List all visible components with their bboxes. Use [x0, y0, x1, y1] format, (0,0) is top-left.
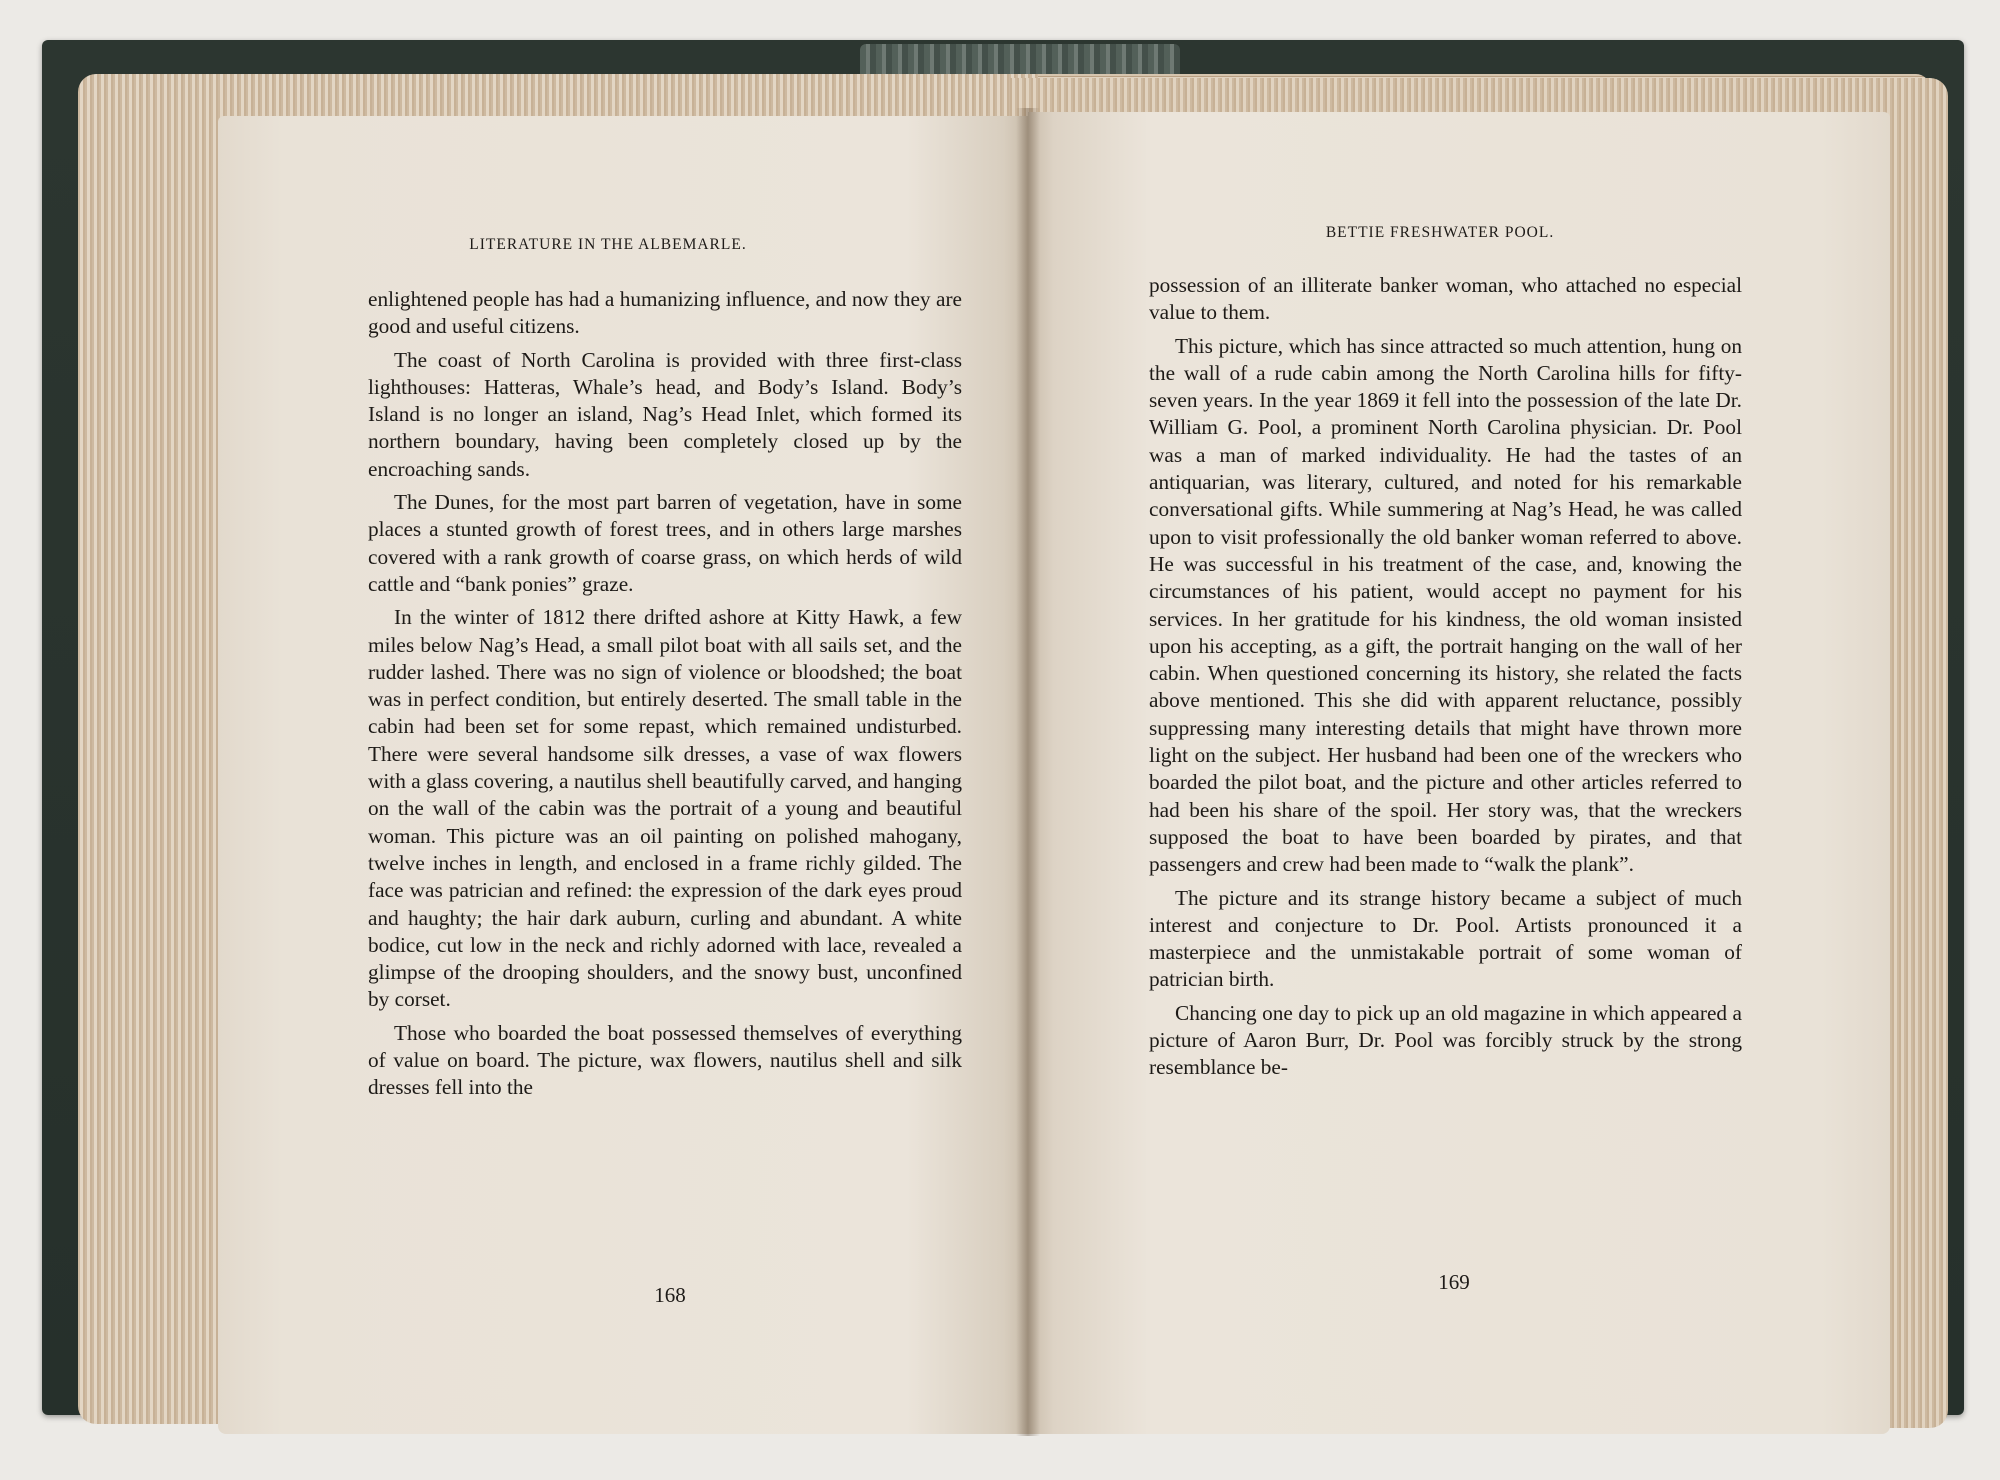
right-page-number: 169 [1438, 1270, 1470, 1294]
paragraph: Chancing one day to pick up an old magazine in which appeared a picture of Aaron Burr, Dr. Pool was forcibly struck by the strong resemblance be- [1149, 1000, 1742, 1080]
paragraph: This picture, which has since attracted so much attention, hung on the wall of a rude cabin among the North Carolina hills for fifty-seven years. In the year 1869 it fell into the possession of the late Dr. William G. Pool, a prominent North Carolina physician. Dr. Pool was a man of marked individuality. He had the tastes of an antiquarian, was literary, cultured, and noted for his remarkable conversational gifts. While summering at Nag’s Head, he was called upon to visit professionally the old banker woman referred to above. He was successful in his treatment of the case, and, knowing the circumstances of his patient, would accept no payment for his services. In her gratitude for his kindness, the old woman insisted upon his accepting, as a gift, the portrait hanging on the wall of her cabin. When questioned concerning its history, she related the facts above mentioned. This she did with apparent reluctance, possibly suppressing many interesting details that might have thrown more light on the subject. Her husband had been one of the wreckers who boarded the pilot boat, and the picture and other articles referred to had been his share of the spoil. Her story was, that the wreckers supposed the boat to have been boarded by pirates, and that passengers and crew had been made to “walk the plank”. [1149, 333, 1742, 877]
left-running-head: LITERATURE IN THE ALBEMARLE. [469, 236, 747, 253]
paragraph: In the winter of 1812 there drifted ashore at Kitty Hawk, a few miles below Nag’s Head, a small pilot boat with all sails set, and the rudder lashed. There was no sign of violence or bloodshed; the boat was in perfect condition, but entirely deserted. The small table in the cabin had been set for some repast, which remained undisturbed. There were several handsome silk dresses, a vase of wax flowers with a glass covering, a nautilus shell beautifully carved, and hanging on the wall of the cabin was the portrait of a young and beautiful woman. This picture was an oil painting on polished mahogany, twelve inches in length, and enclosed in a frame richly gilded. The face was patrician and refined: the expression of the dark eyes proud and haughty; the hair dark auburn, curling and abundant. A white bodice, cut low in the neck and richly adorned with lace, revealed a glimpse of the drooping shoulders, and the snowy bust, unconfined by corset. [368, 605, 962, 1012]
paragraph: The coast of North Carolina is provided with three first-class lighthouses: Hatteras, Whale’s head, and Body’s Island. Body’s Island is no longer an island, Nag’s Head Inlet, which formed its northern boundary, having been completely closed up by the encroaching sands. [368, 347, 962, 481]
book-gutter [1016, 108, 1040, 1436]
paragraph: The Dunes, for the most part barren of vegetation, have in some places a stunted growth of forest trees, and in others large marshes covered with a rank growth of coarse grass, on which herds of wild cattle and “bank ponies” graze. [368, 490, 962, 596]
right-page-text [1149, 272, 1742, 1082]
paragraph: possession of an illiterate banker woman, who attached no especial value to them. [1149, 273, 1742, 325]
right-running-head: BETTIE FRESHWATER POOL. [1325, 224, 1555, 241]
left-page-text [368, 286, 962, 1102]
paragraph: Those who boarded the boat possessed themselves of everything of value on board. The picture, wax flowers, nautilus shell and silk dresses fell into the [368, 1020, 962, 1100]
paragraph: enlightened people has had a humanizing influence, and now they are good and useful citizens. [368, 287, 962, 339]
paragraph: The picture and its strange history became a subject of much interest and conjecture to Dr. Pool. Artists pronounced it a masterpiece and the unmistakable portrait of some woman of patrician birth. [1149, 885, 1742, 992]
left-page-number: 168 [654, 1283, 686, 1307]
